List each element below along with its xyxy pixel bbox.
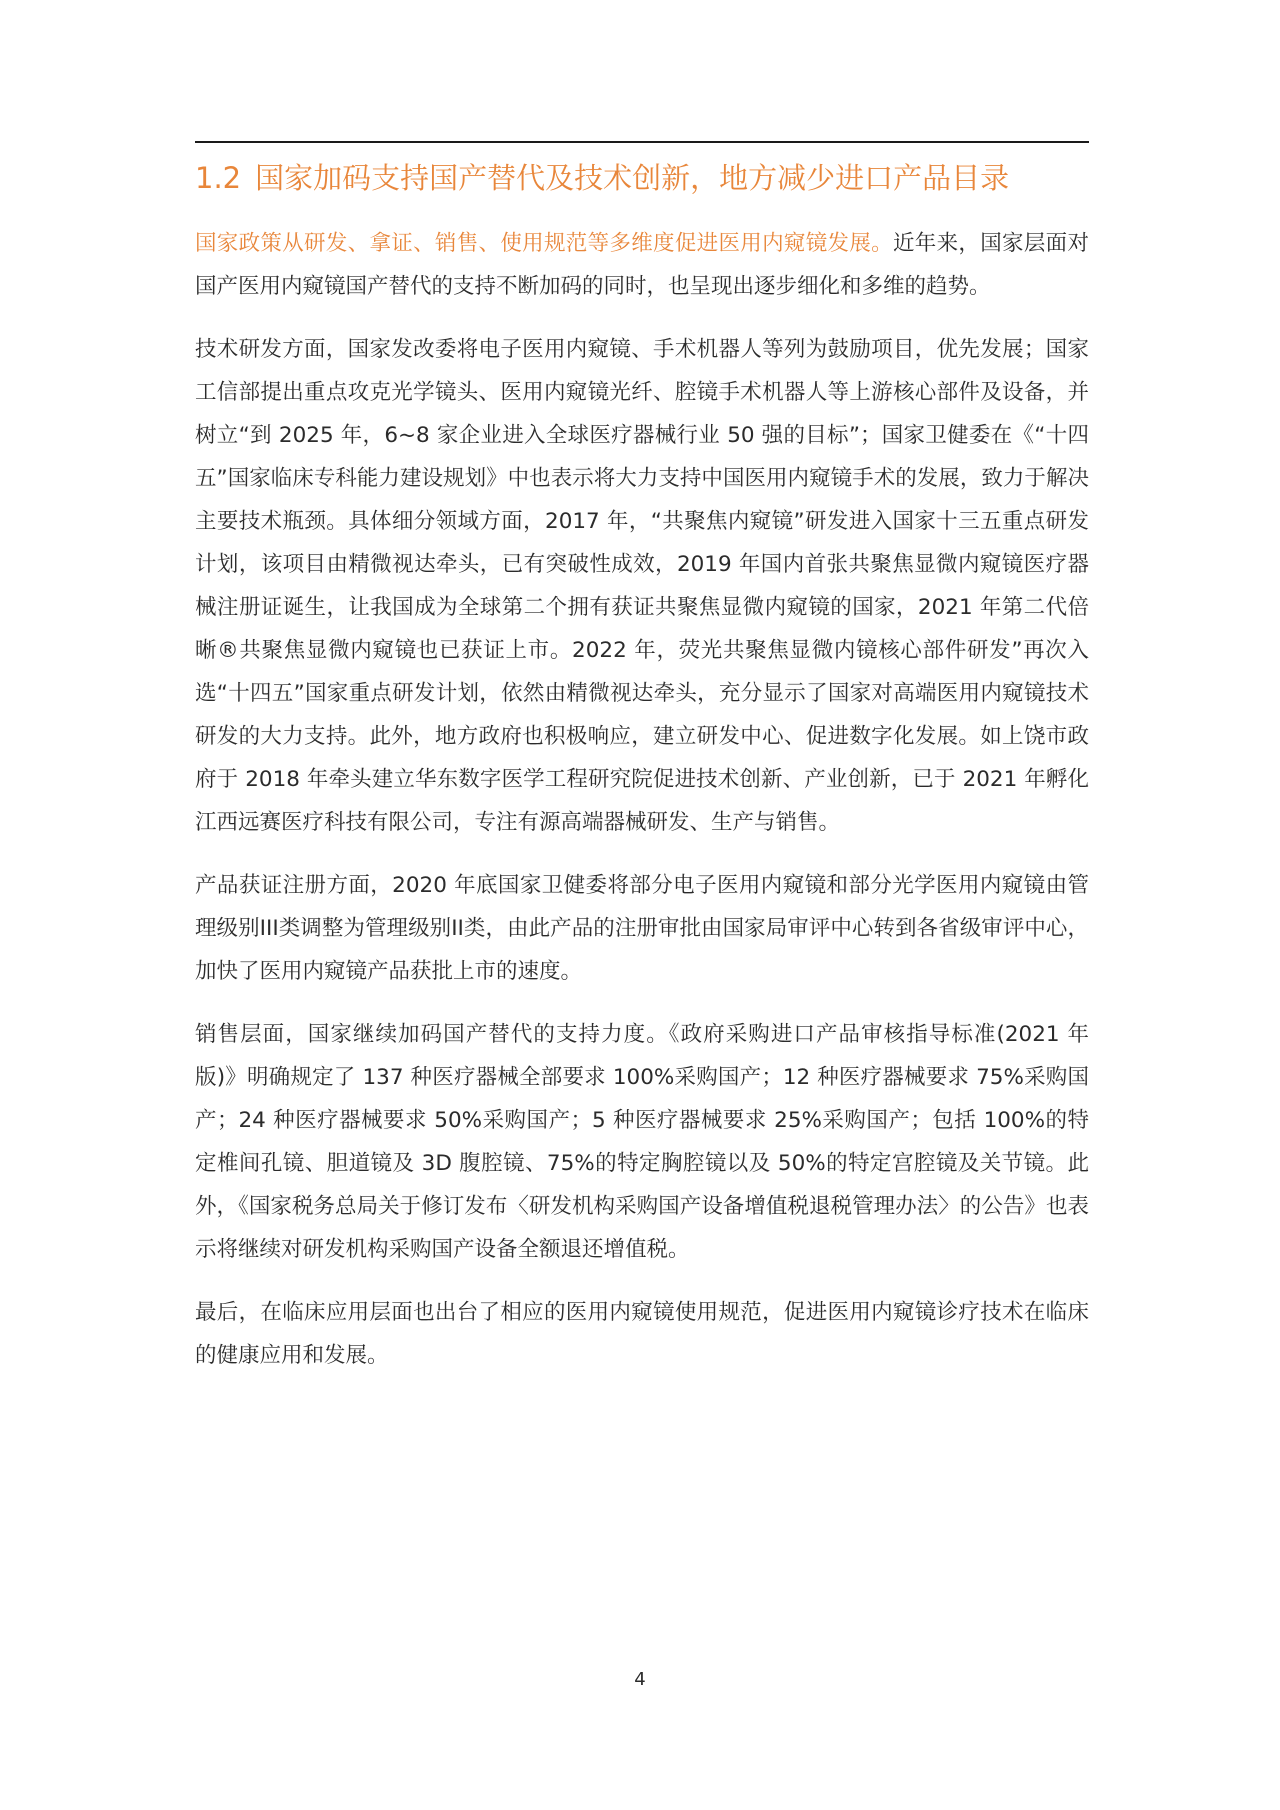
paragraph-tech-rnd — [195, 328, 1089, 844]
paragraph-text: 产品获证注册方面，2020 年底国家卫健委将部分电子医用内窥镜和部分光学医用内窥镜由管理级别III类调整为管理级别II类，由此产品的注册审批由国家局审评中心转到各省级审评中心，加快了医用内窥镜产品获批上市的速度。 — [195, 873, 1089, 984]
section-title: 国家加码支持国产替代及技术创新，地方减少进口产品目录 — [255, 161, 1010, 195]
paragraph-clinical — [195, 1291, 1089, 1377]
paragraph-text: 近年来，国家层面对国产医用内窥镜国产替代的支持不断加码的同时，也呈现出逐步细化和多维的趋势。 — [195, 231, 1089, 299]
paragraph-highlight: 国家政策从研发、拿证、销售、使用规范等多维度促进医用内窥镜发展。 — [195, 231, 893, 256]
paragraph-sales — [195, 1013, 1089, 1271]
paragraph-registration — [195, 864, 1089, 993]
section-heading — [195, 158, 1089, 198]
page-number: 4 — [634, 1669, 646, 1690]
section-number: 1.2 — [195, 161, 242, 195]
body-text — [195, 222, 1089, 1397]
paragraph-text: 销售层面，国家继续加码国产替代的支持力度。《政府采购进口产品审核指导标准(2021 年版)》明确规定了 137 种医疗器械全部要求 100%采购国产；12 种医疗器械要求 75%采购国产；24 种医疗器械要求 50%采购国产；5 种医疗器械要求 25%采购国产；包括 100%的特定椎间孔镜、胆道镜及 3D 腹腔镜、75%的特定胸腔镜以及 50%的特定宫腔镜及关节镜。此外，《国家税务总局关于修订发布〈研发机构采购国产设备增值税退税管理办法〉的公告》也表示将继续对研发机构采购国产设备全额退还增值税。 — [195, 1022, 1089, 1262]
header-rule — [195, 141, 1089, 143]
paragraph-policy-overview — [195, 222, 1089, 308]
paragraph-text: 技术研发方面，国家发改委将电子医用内窥镜、手术机器人等列为鼓励项目，优先发展；国家工信部提出重点攻克光学镜头、医用内窥镜光纤、腔镜手术机器人等上游核心部件及设备，并树立“到 2025 年，6~8 家企业进入全球医疗器械行业 50 强的目标”；国家卫健委在《“十四五”国家临床专科能力建设规划》中也表示将大力支持中国医用内窥镜手术的发展，致力于解决主要技术瓶颈。具体细分领域方面，2017 年，“共聚焦内窥镜”研发进入国家十三五重点研发计划，该项目由精微视达牵头，已有突破性成效，2019 年国内首张共聚焦显微内窥镜医疗器械注册证诞生，让我国成为全球第二个拥有获证共聚焦显微内窥镜的国家，2021 年第二代倍晰®共聚焦显微内窥镜也已获证上市。2022 年，荧光共聚焦显微内镜核心部件研发”再次入选“十四五”国家重点研发计划，依然由精微视达牵头，充分显示了国家对高端医用内窥镜技术研发的大力支持。此外，地方政府也积极响应，建立研发中心、促进数字化发展。如上饶市政府于 2018 年牵头建立华东数字医学工程研究院促进技术创新、产业创新，已于 2021 年孵化江西远赛医疗科技有限公司，专注有源高端器械研发、生产与销售。 — [195, 337, 1089, 835]
paragraph-text: 最后，在临床应用层面也出台了相应的医用内窥镜使用规范，促进医用内窥镜诊疗技术在临床的健康应用和发展。 — [195, 1300, 1089, 1368]
